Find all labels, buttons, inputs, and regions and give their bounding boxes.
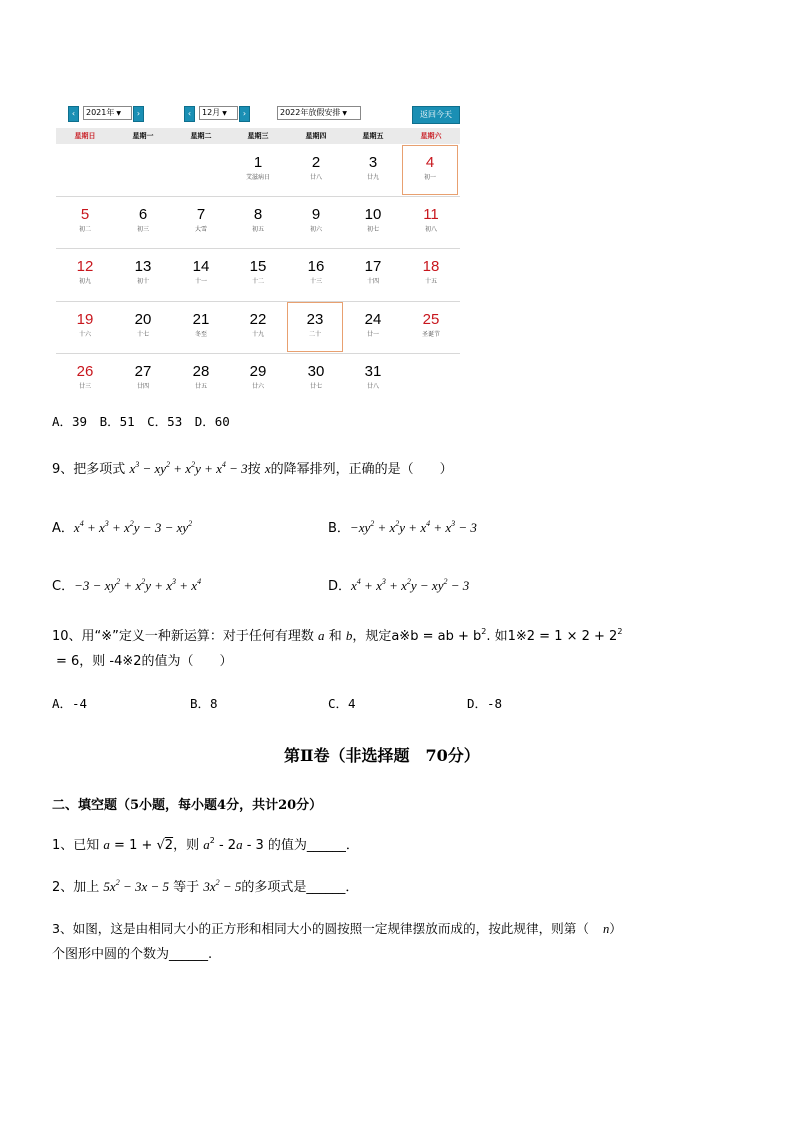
- day-number: 19: [76, 311, 94, 328]
- lunar-label: 廿九: [366, 174, 379, 181]
- day-number: 5: [80, 206, 90, 223]
- lunar-label: 初三: [136, 226, 149, 233]
- day-number: 20: [134, 311, 152, 328]
- lunar-label: 十七: [136, 331, 149, 338]
- lunar-label: 大雪: [194, 226, 207, 233]
- lunar-label: 廿三: [78, 383, 91, 390]
- lunar-label: 初七: [366, 226, 379, 233]
- calendar-day-1[interactable]: [229, 145, 287, 195]
- lunar-label: 初二: [78, 226, 91, 233]
- prev-month-button[interactable]: ‹: [184, 106, 195, 122]
- prev-year-button[interactable]: ‹: [68, 106, 79, 122]
- day-number: 13: [134, 258, 152, 275]
- calendar-day-26[interactable]: [56, 354, 114, 404]
- weekday-5: 星期五: [362, 132, 384, 140]
- calendar-day-8[interactable]: [229, 197, 287, 247]
- weekday-1: 星期一: [132, 132, 154, 140]
- q10-option-b: B．8: [190, 696, 218, 711]
- day-number: 2: [311, 154, 321, 171]
- day-number: 28: [192, 363, 210, 380]
- q9-option-b: B．$-xy^2 + x^2y + x^4 + x^3 - 3$: [328, 519, 477, 536]
- calendar-day-24[interactable]: [344, 302, 402, 352]
- lunar-label: 圣诞节: [421, 331, 440, 338]
- q10-option-d: D．-8: [467, 696, 503, 711]
- lunar-label: 初一: [423, 174, 436, 181]
- calendar-day-27[interactable]: [114, 354, 172, 404]
- lunar-label: 廿四: [136, 383, 149, 390]
- day-number: 18: [422, 258, 440, 275]
- day-number: 15: [249, 258, 267, 275]
- day-number: 24: [364, 311, 382, 328]
- fill-question-2: 2、加上 $5x^2 - 3x - 5$ 等于 $3x^2 - 5$的多项式是______．: [52, 878, 359, 895]
- day-number: 3: [368, 154, 378, 171]
- calendar-day-7[interactable]: [172, 197, 230, 247]
- calendar-day-10[interactable]: [344, 197, 402, 247]
- lunar-label: 十五: [424, 278, 437, 285]
- lunar-label: 廿八: [309, 174, 322, 181]
- day-number: 6: [138, 206, 148, 223]
- day-number: 31: [364, 363, 382, 380]
- q9-option-c: C．$-3 - xy^2 + x^2y + x^3 + x^4$: [52, 577, 202, 594]
- q9-option-a: A．$x^4 + x^3 + x^2y - 3 - xy^2$: [52, 519, 193, 536]
- lunar-label: 廿一: [366, 331, 379, 338]
- calendar-day-22[interactable]: [229, 302, 287, 352]
- calendar-day-16[interactable]: [287, 249, 345, 299]
- calendar-day-20[interactable]: [114, 302, 172, 352]
- lunar-label: 十九: [251, 331, 264, 338]
- day-number: 17: [364, 258, 382, 275]
- lunar-label: 初九: [78, 278, 91, 285]
- lunar-label: 十一: [194, 278, 207, 285]
- lunar-label: 十三: [309, 278, 322, 285]
- calendar-day-4[interactable]: [402, 145, 458, 195]
- day-number: 21: [192, 311, 210, 328]
- calendar-day-14[interactable]: [172, 249, 230, 299]
- fill-question-3-line2: 个图形中圆的个数为______.: [52, 947, 213, 962]
- q10-stem-line2: = 6，则 -4※2的值为（ ）: [56, 654, 233, 669]
- chevron-down-icon: ▼: [342, 110, 347, 117]
- calendar-day-29[interactable]: [229, 354, 287, 404]
- calendar-day-21[interactable]: [172, 302, 230, 352]
- weekday-3: 星期三: [247, 132, 269, 140]
- day-number: 26: [76, 363, 94, 380]
- day-number: 23: [306, 311, 324, 328]
- calendar-day-3[interactable]: [344, 145, 402, 195]
- calendar-day-18[interactable]: [402, 249, 460, 299]
- calendar-day-15[interactable]: [229, 249, 287, 299]
- day-number: 8: [253, 206, 263, 223]
- lunar-label: 廿六: [251, 383, 264, 390]
- year-select[interactable]: 2021年 ▼: [83, 106, 132, 120]
- section2-title: 二、填空题（5小题，每小题4分，共计20分）: [52, 798, 323, 813]
- weekday-6: 星期六: [420, 132, 442, 140]
- month-select[interactable]: 12月 ▼: [199, 106, 238, 120]
- day-number: 12: [76, 258, 94, 275]
- weekday-0: 星期日: [74, 132, 96, 140]
- next-year-button[interactable]: ›: [133, 106, 144, 122]
- lunar-label: 十四: [366, 278, 379, 285]
- calendar-day-13[interactable]: [114, 249, 172, 299]
- calendar-day-30[interactable]: [287, 354, 345, 404]
- day-number: 9: [311, 206, 321, 223]
- day-number: 7: [196, 206, 206, 223]
- day-number: 1: [253, 154, 263, 171]
- calendar-day-25[interactable]: [402, 302, 460, 352]
- day-number: 22: [249, 311, 267, 328]
- lunar-label: 艾滋病日: [245, 174, 270, 181]
- chevron-down-icon: ▼: [116, 110, 121, 117]
- day-number: 27: [134, 363, 152, 380]
- calendar-day-5[interactable]: [56, 197, 114, 247]
- calendar-day-2[interactable]: [287, 145, 345, 195]
- weekday-2: 星期二: [190, 132, 212, 140]
- q10-option-c: C．4: [328, 696, 356, 711]
- day-number: 11: [423, 206, 439, 223]
- lunar-label: 十六: [78, 331, 91, 338]
- day-number: 14: [192, 258, 210, 275]
- lunar-label: 十二: [251, 278, 264, 285]
- lunar-label: 初八: [424, 226, 437, 233]
- fill-question-3-line1: 3、如图，这是由相同大小的正方形和相同大小的圆按照一定规律摆放而成的，按此规律，则第（ n）: [52, 921, 622, 936]
- calendar-day-11[interactable]: [402, 197, 460, 247]
- q10-option-a: A．-4: [52, 696, 88, 711]
- back-to-today-button[interactable]: 返回今天: [412, 106, 460, 124]
- q9-polynomial: $x^3 - xy^2 + x^2y + x^4 - 3$: [129, 460, 248, 476]
- lunar-label: 二十: [308, 331, 321, 338]
- calendar-day-28[interactable]: [172, 354, 230, 404]
- calendar-day-12[interactable]: [56, 249, 114, 299]
- next-month-button[interactable]: ›: [239, 106, 250, 122]
- lunar-label: 廿七: [309, 383, 322, 390]
- lunar-label: 冬至: [194, 331, 207, 338]
- lunar-label: 廿五: [194, 383, 207, 390]
- day-number: 25: [422, 311, 440, 328]
- q8-options: A．39 B．51 C．53 D．60: [52, 414, 230, 429]
- holiday-select[interactable]: 2022年放假安排 ▼: [277, 106, 361, 120]
- calendar-day-17[interactable]: [344, 249, 402, 299]
- calendar-grid: [0, 0, 794, 400]
- calendar-day-6[interactable]: [114, 197, 172, 247]
- lunar-label: 初五: [251, 226, 264, 233]
- fill-question-1: 1、已知 a = 1 + √2，则 $a^2 - 2a - 3$ 的值为______．: [52, 836, 359, 853]
- q9-stem: 9、把多项式 $x^3 - xy^2 + x^2y + x^4 - 3$按 x的降幂排列，正确的是（ ）: [52, 460, 453, 477]
- lunar-label: 初十: [136, 278, 149, 285]
- day-number: 16: [307, 258, 325, 275]
- chevron-down-icon: ▼: [222, 110, 227, 117]
- lunar-label: 廿八: [366, 383, 379, 390]
- weekday-4: 星期四: [305, 132, 327, 140]
- q9-option-d: D．$x^4 + x^3 + x^2y - xy^2 - 3$: [328, 577, 470, 594]
- calendar-day-19[interactable]: [56, 302, 114, 352]
- lunar-label: 初六: [309, 226, 322, 233]
- day-number: 4: [425, 154, 435, 171]
- part2-title: 第Ⅱ卷（非选择题 70分）: [284, 746, 480, 765]
- day-number: 29: [249, 363, 267, 380]
- calendar-day-9[interactable]: [287, 197, 345, 247]
- q10-stem-line1: 10、用“※”定义一种新运算：对于任何有理数 a 和 b，规定a※b = ab + $b^2$. 如1※2 = $1 \times 2 + 2^2$: [52, 627, 623, 644]
- day-number: 10: [364, 206, 382, 223]
- day-number: 30: [307, 363, 325, 380]
- calendar-day-23[interactable]: [287, 302, 343, 352]
- calendar-day-31[interactable]: [344, 354, 402, 404]
